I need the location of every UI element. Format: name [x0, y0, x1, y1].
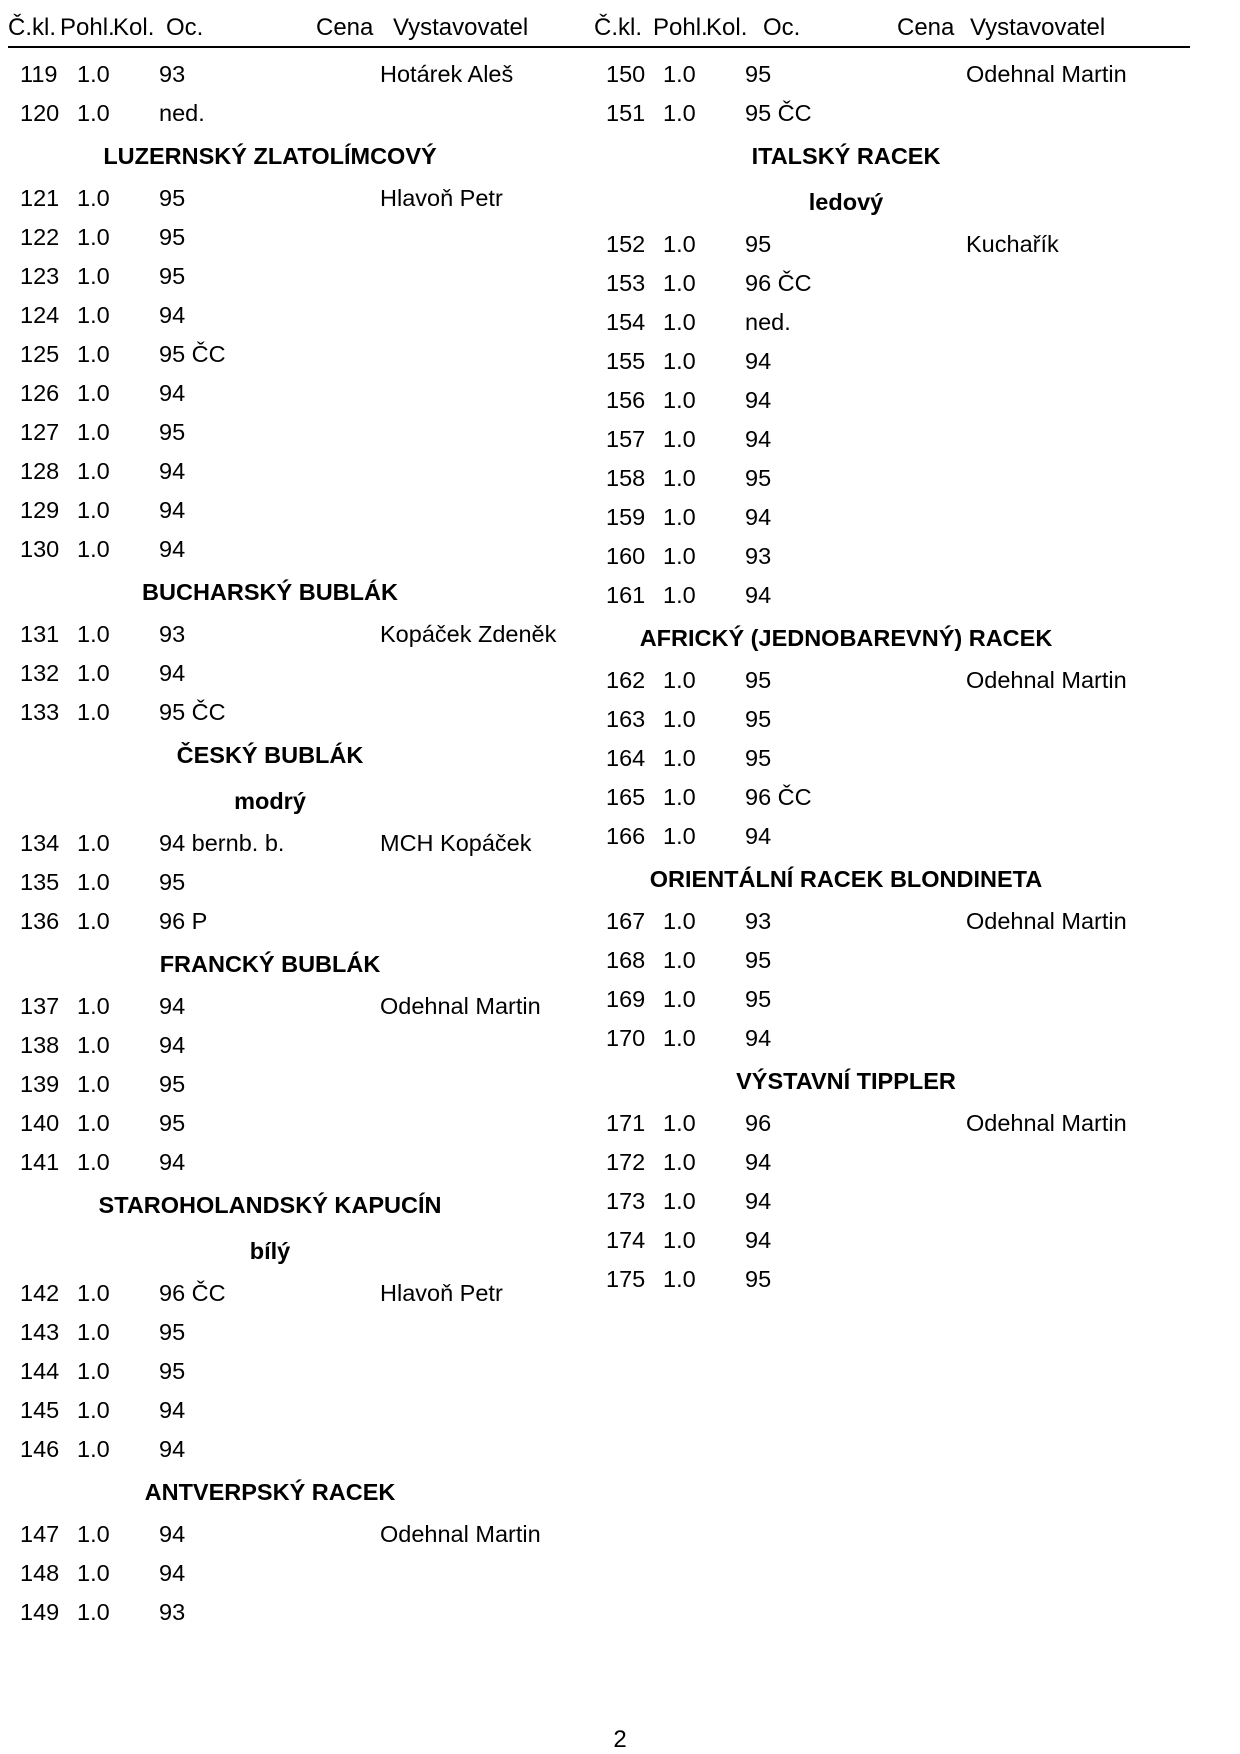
entry-number: 148: [20, 1560, 60, 1586]
left-column: [20, 55, 580, 1632]
header-col-rating: Oc.: [166, 14, 204, 41]
entry-row: [606, 264, 1166, 303]
entry-row: [20, 218, 580, 257]
entry-sex: 1.0: [77, 1280, 110, 1306]
entry-number: 159: [606, 504, 646, 530]
entry-number: 143: [20, 1319, 60, 1345]
entry-sex: 1.0: [77, 1032, 110, 1058]
header-divider: [8, 46, 1190, 48]
breed-name: ITALSKÝ RACEK: [751, 143, 941, 169]
entry-number: 167: [606, 908, 646, 934]
header-col-exhibitor: Vystavovatel: [970, 14, 1106, 41]
entry-sex: 1.0: [77, 61, 110, 87]
entry-rating: 93: [745, 543, 772, 569]
entry-number: 150: [606, 61, 646, 87]
entry-rating: 94: [745, 348, 772, 374]
entry-row: [606, 576, 1166, 615]
entry-sex: 1.0: [663, 706, 696, 732]
entry-row: [606, 817, 1166, 856]
entry-number: 173: [606, 1188, 646, 1214]
entry-rating: 94: [159, 660, 186, 686]
entry-number: 127: [20, 419, 60, 445]
entry-rating: 95 ČC: [159, 341, 226, 367]
entry-row: [20, 1026, 580, 1065]
entry-rating: 95: [159, 1319, 186, 1345]
entry-number: 152: [606, 231, 646, 257]
header-col-award: Cena: [897, 14, 955, 41]
entry-number: 133: [20, 699, 60, 725]
entry-row: [606, 303, 1166, 342]
entry-sex: 1.0: [663, 784, 696, 810]
entry-number: 168: [606, 947, 646, 973]
entry-row: [20, 902, 580, 941]
entry-rating: 95: [745, 667, 772, 693]
entry-row: [20, 94, 580, 133]
entry-sex: 1.0: [77, 536, 110, 562]
entry-sex: 1.0: [663, 387, 696, 413]
breed-name: AFRICKÝ (JEDNOBAREVNÝ) RACEK: [639, 625, 1053, 651]
entry-sex: 1.0: [663, 667, 696, 693]
entry-number: 174: [606, 1227, 646, 1253]
entry-row: [20, 413, 580, 452]
entry-sex: 1.0: [77, 263, 110, 289]
entry-row: [20, 374, 580, 413]
entry-row: [20, 987, 580, 1026]
color-subheading: [566, 179, 1126, 225]
color-name: bílý: [249, 1238, 291, 1264]
entry-exhibitor: Odehnal Martin: [966, 1110, 1127, 1136]
entry-number: 139: [20, 1071, 60, 1097]
entry-row: [606, 1143, 1166, 1182]
entry-rating: 95: [159, 224, 186, 250]
entry-number: 165: [606, 784, 646, 810]
breed-name: ČESKÝ BUBLÁK: [176, 742, 364, 768]
entry-row: [20, 1593, 580, 1632]
entry-row: [606, 94, 1166, 133]
entry-row: [606, 1104, 1166, 1143]
entry-rating: 95 ČC: [159, 699, 226, 725]
entry-number: 161: [606, 582, 646, 608]
entry-number: 171: [606, 1110, 646, 1136]
entry-number: 162: [606, 667, 646, 693]
entry-number: 157: [606, 426, 646, 452]
entry-rating: 94: [745, 1227, 772, 1253]
entry-rating: ned.: [745, 309, 791, 335]
breed-heading: [566, 133, 1126, 179]
header-col-number: Č.kl.: [594, 14, 642, 41]
entry-sex: 1.0: [77, 185, 110, 211]
color-subheading: [0, 778, 540, 824]
breed-name: BUCHARSKÝ BUBLÁK: [142, 579, 398, 605]
entry-rating: 93: [745, 908, 772, 934]
entry-number: 170: [606, 1025, 646, 1051]
entry-row: [20, 654, 580, 693]
entry-rating: 96 ČC: [159, 1280, 226, 1306]
entry-sex: 1.0: [663, 986, 696, 1012]
entry-rating: 94: [159, 497, 186, 523]
entry-number: 155: [606, 348, 646, 374]
entry-sex: 1.0: [663, 231, 696, 257]
entry-sex: 1.0: [663, 823, 696, 849]
header-col-collection: Kol.: [706, 14, 748, 41]
entry-row: [20, 257, 580, 296]
entry-rating: 94: [745, 426, 772, 452]
entry-rating: 95: [745, 61, 772, 87]
breed-name: LUZERNSKÝ ZLATOLÍMCOVÝ: [103, 143, 437, 169]
entry-rating: 95: [159, 1071, 186, 1097]
entry-number: 126: [20, 380, 60, 406]
entry-row: [606, 420, 1166, 459]
entry-number: 166: [606, 823, 646, 849]
entry-number: 141: [20, 1149, 60, 1175]
entry-number: 163: [606, 706, 646, 732]
entry-row: [20, 530, 580, 569]
entry-number: 121: [20, 185, 60, 211]
header-col-exhibitor: Vystavovatel: [393, 14, 529, 41]
entry-sex: 1.0: [77, 100, 110, 126]
entry-number: 175: [606, 1266, 646, 1292]
entry-number: 164: [606, 745, 646, 771]
right-column: [606, 55, 1166, 1299]
entry-exhibitor: MCH Kopáček: [380, 830, 532, 856]
entry-number: 144: [20, 1358, 60, 1384]
breed-name: STAROHOLANDSKÝ KAPUCÍN: [98, 1192, 442, 1218]
entry-sex: 1.0: [663, 947, 696, 973]
entry-row: [606, 537, 1166, 576]
entry-row: [20, 179, 580, 218]
entry-sex: 1.0: [77, 1521, 110, 1547]
breed-heading: [0, 1469, 540, 1515]
entry-row: [20, 863, 580, 902]
color-name: ledový: [808, 189, 884, 215]
entry-number: 142: [20, 1280, 60, 1306]
entry-row: [606, 381, 1166, 420]
entry-rating: 94: [745, 1188, 772, 1214]
page-number: 2: [613, 1726, 627, 1753]
entry-row: [606, 498, 1166, 537]
entry-number: 119: [20, 61, 58, 87]
entry-number: 138: [20, 1032, 60, 1058]
entry-exhibitor: Odehnal Martin: [966, 61, 1127, 87]
entry-row: [606, 902, 1166, 941]
entry-sex: 1.0: [77, 302, 110, 328]
entry-sex: 1.0: [77, 1319, 110, 1345]
entry-rating: 95: [745, 947, 772, 973]
entry-number: 120: [20, 100, 60, 126]
entry-row: [20, 693, 580, 732]
entry-row: [20, 1352, 580, 1391]
entry-row: [20, 55, 580, 94]
entry-exhibitor: Kuchařík: [966, 231, 1059, 257]
entry-number: 125: [20, 341, 60, 367]
entry-rating: 94: [159, 380, 186, 406]
entry-sex: 1.0: [77, 380, 110, 406]
entry-sex: 1.0: [663, 100, 696, 126]
entry-rating: 93: [159, 621, 186, 647]
entry-rating: 94: [159, 1032, 186, 1058]
entry-rating: 94: [159, 993, 186, 1019]
entry-row: [606, 739, 1166, 778]
entry-number: 151: [606, 100, 646, 126]
entry-row: [606, 980, 1166, 1019]
breed-name: FRANCKÝ BUBLÁK: [159, 951, 381, 977]
breed-heading: [566, 856, 1126, 902]
entry-number: 131: [20, 621, 60, 647]
entry-row: [606, 1260, 1166, 1299]
breed-name: ANTVERPSKÝ RACEK: [144, 1479, 396, 1505]
entry-sex: 1.0: [77, 660, 110, 686]
entry-rating: 95: [745, 231, 772, 257]
entry-sex: 1.0: [77, 830, 110, 856]
entry-sex: 1.0: [663, 504, 696, 530]
header-col-sex: Pohl.: [653, 14, 708, 41]
entry-sex: 1.0: [663, 348, 696, 374]
entry-number: 122: [20, 224, 60, 250]
entry-number: 124: [20, 302, 60, 328]
entry-rating: 94 bernb. b.: [159, 830, 285, 856]
entry-sex: 1.0: [77, 1560, 110, 1586]
entry-number: 132: [20, 660, 60, 686]
entry-row: [606, 225, 1166, 264]
entry-row: [20, 1391, 580, 1430]
header-col-sex: Pohl.: [60, 14, 115, 41]
entry-rating: 95: [745, 986, 772, 1012]
entry-rating: 94: [745, 823, 772, 849]
entry-sex: 1.0: [77, 1071, 110, 1097]
entry-number: 172: [606, 1149, 646, 1175]
entry-sex: 1.0: [77, 1358, 110, 1384]
entry-sex: 1.0: [663, 1025, 696, 1051]
entry-sex: 1.0: [663, 543, 696, 569]
entry-row: [606, 1182, 1166, 1221]
entry-row: [606, 459, 1166, 498]
entry-row: [20, 1515, 580, 1554]
breed-heading: [0, 569, 540, 615]
entry-number: 160: [606, 543, 646, 569]
entry-number: 135: [20, 869, 60, 895]
entry-sex: 1.0: [77, 224, 110, 250]
entry-rating: 94: [159, 458, 186, 484]
entry-rating: 94: [745, 504, 772, 530]
entry-row: [20, 1430, 580, 1469]
entry-number: 134: [20, 830, 60, 856]
entry-number: 147: [20, 1521, 60, 1547]
entry-rating: 94: [159, 1436, 186, 1462]
entry-rating: 94: [745, 1025, 772, 1051]
entry-sex: 1.0: [663, 1266, 696, 1292]
entry-exhibitor: Hlavoň Petr: [380, 185, 503, 211]
entry-rating: 94: [159, 1521, 186, 1547]
entry-rating: 95: [745, 745, 772, 771]
breed-heading: [0, 732, 540, 778]
entry-sex: 1.0: [77, 341, 110, 367]
entry-rating: 94: [745, 1149, 772, 1175]
entry-sex: 1.0: [663, 745, 696, 771]
entry-number: 149: [20, 1599, 60, 1625]
entry-number: 129: [20, 497, 60, 523]
entry-sex: 1.0: [77, 699, 110, 725]
entry-rating: 94: [159, 302, 186, 328]
entry-exhibitor: Kopáček Zdeněk: [380, 621, 557, 647]
entry-number: 146: [20, 1436, 60, 1462]
entry-rating: 94: [159, 536, 186, 562]
entry-rating: 94: [159, 1560, 186, 1586]
entry-row: [20, 1065, 580, 1104]
entry-rating: 95: [159, 869, 186, 895]
breed-heading: [0, 133, 540, 179]
entry-rating: 95: [159, 419, 186, 445]
entry-sex: 1.0: [77, 1436, 110, 1462]
entry-rating: 95: [159, 185, 186, 211]
entry-rating: 96 P: [159, 908, 208, 934]
entry-exhibitor: Odehnal Martin: [380, 1521, 541, 1547]
entry-sex: 1.0: [663, 270, 696, 296]
entry-sex: 1.0: [77, 497, 110, 523]
entry-exhibitor: Odehnal Martin: [966, 908, 1127, 934]
entry-sex: 1.0: [77, 1149, 110, 1175]
entry-number: 145: [20, 1397, 60, 1423]
entry-sex: 1.0: [77, 1599, 110, 1625]
entry-rating: ned.: [159, 100, 205, 126]
entry-sex: 1.0: [77, 993, 110, 1019]
breed-name: ORIENTÁLNÍ RACEK BLONDINETA: [649, 866, 1043, 892]
entry-row: [20, 335, 580, 374]
entry-row: [20, 615, 580, 654]
entry-sex: 1.0: [77, 869, 110, 895]
entry-sex: 1.0: [663, 1110, 696, 1136]
entry-row: [20, 452, 580, 491]
entry-rating: 95: [159, 1358, 186, 1384]
entry-sex: 1.0: [663, 1149, 696, 1175]
entry-sex: 1.0: [663, 426, 696, 452]
breed-heading: [566, 1058, 1126, 1104]
entry-sex: 1.0: [663, 309, 696, 335]
entry-row: [20, 1554, 580, 1593]
header-col-number: Č.kl.: [8, 14, 56, 41]
entry-row: [20, 296, 580, 335]
entry-number: 154: [606, 309, 646, 335]
entry-row: [20, 1313, 580, 1352]
breed-heading: [0, 941, 540, 987]
entry-number: 140: [20, 1110, 60, 1136]
entry-sex: 1.0: [663, 1188, 696, 1214]
entry-row: [606, 55, 1166, 94]
entry-sex: 1.0: [77, 458, 110, 484]
entry-rating: 96 ČC: [745, 270, 812, 296]
entry-rating: 95 ČC: [745, 100, 812, 126]
entry-sex: 1.0: [663, 1227, 696, 1253]
header-col-rating: Oc.: [763, 14, 801, 41]
entry-rating: 94: [159, 1397, 186, 1423]
entry-sex: 1.0: [77, 1397, 110, 1423]
entry-exhibitor: Hlavoň Petr: [380, 1280, 503, 1306]
entry-sex: 1.0: [663, 582, 696, 608]
entry-row: [606, 661, 1166, 700]
entry-exhibitor: Odehnal Martin: [966, 667, 1127, 693]
entry-exhibitor: Odehnal Martin: [380, 993, 541, 1019]
entry-number: 130: [20, 536, 60, 562]
entry-sex: 1.0: [663, 61, 696, 87]
entry-row: [20, 1104, 580, 1143]
breed-heading: [0, 1182, 540, 1228]
color-subheading: [0, 1228, 540, 1274]
entry-number: 169: [606, 986, 646, 1012]
entry-row: [606, 1221, 1166, 1260]
header-col-collection: Kol.: [113, 14, 155, 41]
entry-sex: 1.0: [77, 1110, 110, 1136]
breed-heading: [566, 615, 1126, 661]
entry-number: 136: [20, 908, 60, 934]
entry-number: 156: [606, 387, 646, 413]
entry-row: [606, 941, 1166, 980]
entry-rating: 95: [745, 465, 772, 491]
entry-number: 153: [606, 270, 646, 296]
entry-rating: 93: [159, 1599, 186, 1625]
entry-rating: 94: [745, 387, 772, 413]
entry-rating: 95: [745, 706, 772, 732]
entry-sex: 1.0: [663, 908, 696, 934]
entry-sex: 1.0: [77, 908, 110, 934]
entry-sex: 1.0: [77, 621, 110, 647]
entry-rating: 95: [745, 1266, 772, 1292]
entry-row: [606, 342, 1166, 381]
entry-rating: 93: [159, 61, 186, 87]
entry-row: [20, 491, 580, 530]
entry-exhibitor: Hotárek Aleš: [380, 61, 514, 87]
entry-rating: 94: [159, 1149, 186, 1175]
header-col-award: Cena: [316, 14, 374, 41]
entry-sex: 1.0: [77, 419, 110, 445]
entry-rating: 96 ČC: [745, 784, 812, 810]
entry-sex: 1.0: [663, 465, 696, 491]
entry-row: [606, 778, 1166, 817]
entry-rating: 94: [745, 582, 772, 608]
entry-number: 158: [606, 465, 646, 491]
entry-number: 137: [20, 993, 60, 1019]
entry-number: 128: [20, 458, 60, 484]
entry-rating: 96: [745, 1110, 772, 1136]
color-name: modrý: [234, 788, 306, 814]
entry-number: 123: [20, 263, 60, 289]
entry-rating: 95: [159, 263, 186, 289]
breed-name: VÝSTAVNÍ TIPPLER: [736, 1068, 956, 1094]
entry-rating: 95: [159, 1110, 186, 1136]
entry-row: [20, 1274, 580, 1313]
entry-row: [606, 700, 1166, 739]
entry-row: [606, 1019, 1166, 1058]
entry-row: [20, 1143, 580, 1182]
entry-row: [20, 824, 580, 863]
